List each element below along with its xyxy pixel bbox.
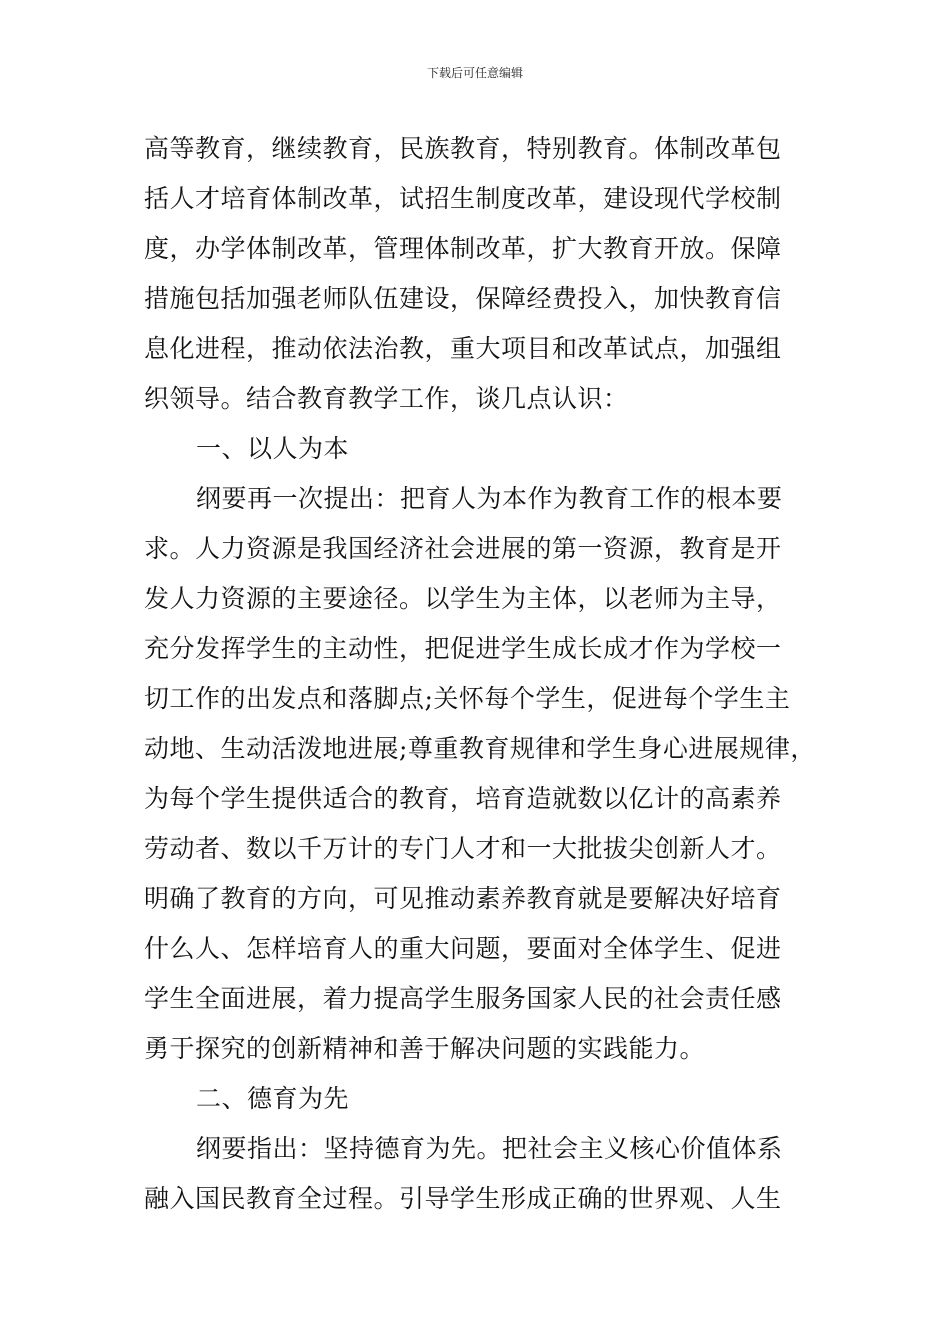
text-line: 高等教育，继续教育，民族教育，特别教育。体制改革包 [144, 134, 782, 163]
text-line: 劳动者、数以千万计的专门人才和一大批拔尖创新人才。 [144, 834, 782, 863]
section-heading: 二、德育为先 [196, 1084, 350, 1113]
text-line: 勇于探究的创新精神和善于解决问题的实践能力。 [144, 1034, 706, 1063]
text-line: 度，办学体制改革，管理体制改革，扩大教育开放。保障 [144, 234, 782, 263]
page-header: 下载后可任意编辑 [426, 66, 523, 80]
text-line: 织领导。结合教育教学工作，谈几点认识： [144, 384, 629, 413]
paragraph-first-line: 纲要指出：坚持德育为先。把社会主义核心价值体系 [196, 1134, 783, 1163]
document-body [144, 124, 824, 1224]
text-line: 明确了教育的方向，可见推动素养教育就是要解决好培育 [144, 884, 782, 913]
text-line: 切工作的出发点和落脚点;关怀每个学生，促进每个学生主 [144, 684, 791, 713]
text-line: 求。人力资源是我国经济社会进展的第一资源，教育是开 [144, 534, 782, 563]
text-line: 括人才培育体制改革，试招生制度改革，建设现代学校制 [144, 184, 782, 213]
text-line: 学生全面进展，着力提高学生服务国家人民的社会责任感 [144, 984, 782, 1013]
paragraph-first-line: 纲要再一次提出：把育人为本作为教育工作的根本要 [196, 484, 783, 513]
text-line: 措施包括加强老师队伍建设，保障经费投入，加快教育信 [144, 284, 782, 313]
text-line: 息化进程，推动依法治教，重大项目和改革试点，加强组 [144, 334, 782, 363]
text-line: 动地、生动活泼地进展;尊重教育规律和学生身心进展规律， [144, 734, 816, 763]
text-line: 发人力资源的主要途径。以学生为主体，以老师为主导， [144, 584, 782, 613]
text-line: 充分发挥学生的主动性，把促进学生成长成才作为学校一 [144, 634, 782, 663]
text-line: 为每个学生提供适合的教育，培育造就数以亿计的高素养 [144, 784, 782, 813]
section-heading: 一、以人为本 [196, 434, 350, 463]
text-line: 融入国民教育全过程。引导学生形成正确的世界观、人生 [144, 1184, 782, 1213]
text-line: 什么人、怎样培育人的重大问题，要面对全体学生、促进 [144, 934, 782, 963]
